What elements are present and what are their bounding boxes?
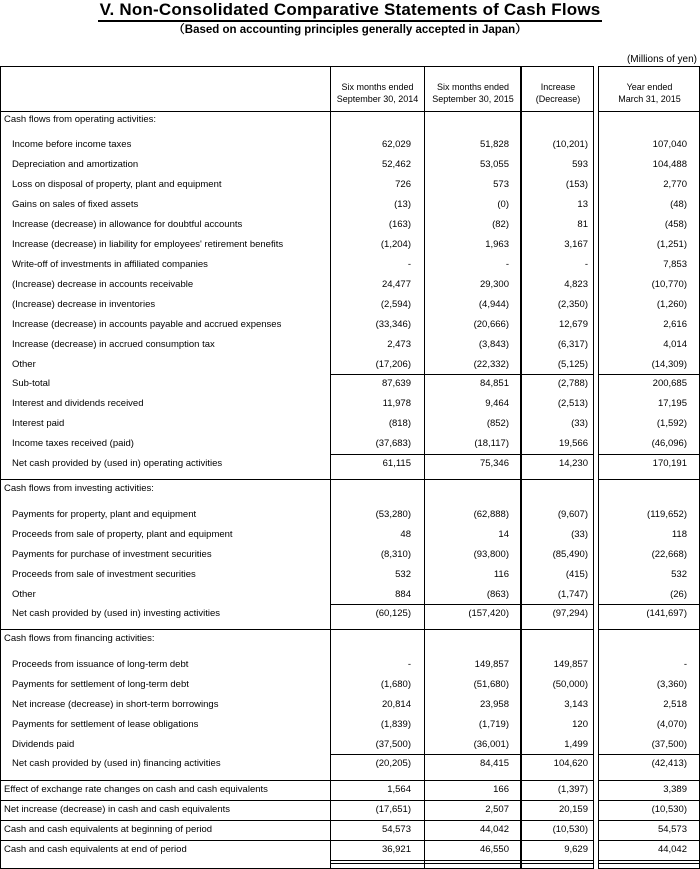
row-rule [0,840,330,841]
section-rule [598,629,700,630]
row-rule [330,840,594,841]
row-value-col2: 51,828 [479,139,509,150]
row-label: Net cash provided by (used in) operating activities [12,458,223,469]
row-label: Proceeds from issuance of long-term debt [12,659,189,670]
row-value-col2: 53,055 [479,159,509,170]
row-label: Cash and cash equivalents at beginning of period [4,824,213,835]
table-row [0,780,700,800]
row-label: (Increase) decrease in inventories [12,299,156,310]
row-value-col1: (1,204) [380,239,411,250]
table-row [0,840,700,860]
row-value-col2: (4,944) [478,299,509,310]
row-value-col4: 532 [671,569,687,580]
table-row [0,675,700,695]
row-value-col1: (1,839) [380,719,411,730]
row-rule [598,820,700,821]
row-value-col2: 84,415 [479,758,509,769]
row-value-col1: 52,462 [381,159,411,170]
row-value-col2: 149,857 [474,659,509,670]
row-label: Dividends paid [12,739,75,750]
row-label: (Increase) decrease in accounts receivable [12,279,194,290]
row-value-col4: (48) [670,199,687,210]
row-value-col1: (163) [388,219,411,230]
row-value-col4: (10,530) [651,804,687,815]
table-row [0,754,700,774]
row-value-col3: 81 [577,219,588,230]
row-value-col2: (82) [492,219,509,230]
column-header-change: Increase (Decrease) [535,82,581,104]
row-rule [598,454,700,455]
section-heading-row [0,629,700,649]
row-label: Cash flows from operating activities: [4,114,157,125]
row-label: Sub-total [12,378,51,389]
row-value-col2: 14 [498,529,509,540]
row-value-col2: 84,851 [479,378,509,389]
row-value-col4: (1,592) [656,418,687,429]
row-rule [0,820,330,821]
section-rule [0,629,594,630]
table-row [0,715,700,735]
row-label: Payments for purchase of investment securities [12,549,212,560]
row-value-col3: 149,857 [553,659,588,670]
row-value-col2: (62,888) [473,509,509,520]
row-label: Payments for settlement of lease obligations [12,719,199,730]
table-row [0,820,700,840]
row-value-col1: (33,346) [375,319,411,330]
row-value-col1: (17,206) [375,359,411,370]
table-row [0,695,700,715]
row-label: Increase (decrease) in accrued consumption tax [12,339,215,350]
row-value-col2: (0) [497,199,509,210]
row-rule [330,604,594,605]
row-label: Payments for settlement of long-term debt [12,679,189,690]
row-value-col1: 62,029 [381,139,411,150]
row-value-col1: (8,310) [380,549,411,560]
table-row [0,655,700,675]
row-value-col3: 9,629 [564,844,588,855]
row-label: Payments for property, plant and equipment [12,509,197,520]
row-value-col2: 2,507 [485,804,509,815]
table-row [0,800,700,820]
row-value-col2: (3,843) [478,339,509,350]
table-row [0,585,700,605]
double-rule [598,860,700,861]
row-value-col4: - [683,659,687,670]
row-value-col4: 104,488 [652,159,687,170]
row-value-col1: (20,205) [375,758,411,769]
row-value-col2: (1,719) [478,719,509,730]
table-row [0,175,700,195]
row-value-col2: (852) [486,418,509,429]
column-header-h1-2015: Six months ended September 30, 2015 [432,82,514,104]
row-value-col4: (458) [664,219,687,230]
row-value-col3: (85,490) [552,549,588,560]
row-value-col1: 1,564 [387,784,411,795]
row-value-col1: (37,500) [375,739,411,750]
double-rule [330,860,594,861]
row-value-col3: 4,823 [564,279,588,290]
row-value-col2: (18,117) [474,438,509,449]
table-row [0,355,700,375]
row-value-col1: 61,115 [382,458,411,469]
section-rule [598,479,700,480]
row-label: Cash flows from investing activities: [4,483,154,494]
table-row [0,454,700,474]
row-value-col1: (2,594) [380,299,411,310]
section-heading-row [0,479,700,499]
row-value-col1: (53,280) [375,509,411,520]
table-row [0,155,700,175]
row-label: Net cash provided by (used in) financing activities [12,758,221,769]
row-rule [598,374,700,375]
row-label: Increase (decrease) in allowance for doubtful accounts [12,219,243,230]
row-value-col3: (6,317) [557,339,588,350]
table-row [0,565,700,585]
row-rule [598,800,700,801]
row-label: Depreciation and amortization [12,159,139,170]
table-row [0,235,700,255]
row-value-col2: 46,550 [479,844,509,855]
row-value-col4: 2,770 [663,179,687,190]
row-rule [0,800,330,801]
row-value-col2: 23,958 [479,699,509,710]
row-value-col3: (2,350) [557,299,588,310]
row-value-col2: 573 [493,179,509,190]
row-label: Write-off of investments in affiliated companies [12,259,208,270]
row-value-col3: (2,513) [557,398,588,409]
row-value-col1: - [407,259,411,270]
row-value-col4: 54,573 [657,824,687,835]
row-label: Net cash provided by (used in) investing activities [12,608,221,619]
row-value-col4: (10,770) [651,279,687,290]
row-value-col2: 44,042 [479,824,509,835]
table-row [0,135,700,155]
row-rule [330,454,594,455]
row-value-col3: 3,167 [564,239,588,250]
row-rule [330,754,594,755]
table-row [0,215,700,235]
row-value-col1: - [407,659,411,670]
row-value-col3: (1,397) [557,784,588,795]
table-row [0,505,700,525]
row-value-col1: (37,683) [375,438,411,449]
row-value-col4: 107,040 [652,139,687,150]
double-rule [598,863,700,864]
statement-title [0,0,700,22]
row-value-col1: 87,639 [381,378,411,389]
row-value-col2: 1,963 [485,239,509,250]
row-value-col3: 1,499 [564,739,588,750]
row-value-col2: - [505,259,509,270]
row-label: Cash flows from financing activities: [4,633,155,644]
table-row [0,394,700,414]
row-value-col2: 116 [493,569,509,580]
table-row [0,545,700,565]
statement-title-text: V. Non-Consolidated Comparative Statements of Cash Flows [98,0,603,22]
row-value-col3: (1,747) [557,589,588,600]
section-heading-row [0,110,700,130]
row-value-col2: (22,332) [473,359,509,370]
row-value-col3: (10,530) [552,824,588,835]
row-value-col4: (46,096) [651,438,687,449]
row-value-col2: (157,420) [468,608,509,619]
row-value-col3: (50,000) [552,679,588,690]
table-row [0,434,700,454]
row-label: Gains on sales of fixed assets [12,199,139,210]
row-value-col3: 12,679 [558,319,588,330]
row-value-col3: (5,125) [557,359,588,370]
table-row [0,295,700,315]
row-value-col1: 532 [395,569,411,580]
row-value-col1: 36,921 [381,844,411,855]
row-value-col4: 2,616 [663,319,687,330]
row-label: Loss on disposal of property, plant and equipment [12,179,222,190]
row-value-col4: (14,309) [651,359,687,370]
row-value-col4: (3,360) [656,679,687,690]
row-rule [330,800,594,801]
row-label: Effect of exchange rate changes on cash and cash equivalents [4,784,268,795]
row-value-col3: (2,788) [557,378,588,389]
row-value-col4: (37,500) [651,739,687,750]
column-header-h1-2014: Six months ended September 30, 2014 [336,82,419,104]
row-value-col4: 118 [671,529,687,540]
section-rule [0,479,594,480]
row-value-col4: (141,697) [646,608,687,619]
row-value-col2: (51,680) [473,679,509,690]
row-value-col3: (97,294) [552,608,588,619]
row-label: Other [12,359,36,370]
table-row [0,735,700,755]
row-value-col3: 20,159 [558,804,588,815]
row-rule [330,374,594,375]
row-value-col1: (17,651) [375,804,411,815]
column-header-fy-2015: Year ended March 31, 2015 [618,82,681,104]
row-rule [330,780,594,781]
row-value-col4: 3,389 [663,784,687,795]
row-value-col2: (36,001) [473,739,509,750]
row-value-col1: 884 [395,589,411,600]
row-label: Proceeds from sale of investment securities [12,569,196,580]
row-rule [330,820,594,821]
row-rule [598,840,700,841]
row-value-col3: 120 [572,719,588,730]
row-value-col2: 166 [493,784,509,795]
row-value-col2: (863) [486,589,509,600]
row-label: Cash and cash equivalents at end of period [4,844,187,855]
row-value-col3: 104,620 [553,758,588,769]
row-value-col1: (818) [388,418,411,429]
row-value-col4: 4,014 [663,339,687,350]
row-label: Other [12,589,36,600]
row-value-col4: (119,652) [647,509,687,520]
row-value-col4: 200,685 [652,378,687,389]
table-row [0,275,700,295]
row-value-col1: (13) [394,199,411,210]
row-value-col1: 54,573 [381,824,411,835]
row-value-col4: (42,413) [651,758,687,769]
table-row [0,195,700,215]
row-value-col4: (26) [670,589,687,600]
row-value-col3: (415) [565,569,588,580]
row-value-col3: 593 [572,159,588,170]
row-value-col2: (20,666) [473,319,509,330]
row-value-col4: 17,195 [657,398,687,409]
row-rule [0,780,330,781]
row-value-col1: 726 [395,179,411,190]
table-row [0,604,700,624]
row-value-col2: (93,800) [473,549,509,560]
row-value-col4: 7,853 [663,259,687,270]
row-value-col3: (153) [565,179,588,190]
row-value-col3: (33) [571,418,588,429]
row-label: Net increase (decrease) in short-term borrowings [12,699,219,710]
row-value-col4: 2,518 [663,699,687,710]
row-value-col4: (1,260) [656,299,687,310]
row-value-col1: 48 [400,529,411,540]
row-label: Interest paid [12,418,65,429]
row-label: Net increase (decrease) in cash and cash equivalents [4,804,231,815]
row-value-col1: (1,680) [380,679,411,690]
table-row [0,414,700,434]
row-value-col2: 75,346 [479,458,509,469]
row-value-col4: 44,042 [657,844,687,855]
row-label: Increase (decrease) in accounts payable and accrued expenses [12,319,282,330]
row-label: Proceeds from sale of property, plant and equipment [12,529,233,540]
row-rule [598,780,700,781]
row-value-col3: 3,143 [564,699,588,710]
row-value-col1: (60,125) [375,608,411,619]
row-value-col1: 11,978 [382,398,411,409]
row-value-col3: (9,607) [557,509,588,520]
table-row [0,374,700,394]
row-value-col1: 24,477 [381,279,411,290]
table-row [0,335,700,355]
row-value-col4: (22,668) [651,549,687,560]
row-value-col4: (1,251) [656,239,687,250]
row-value-col3: (33) [571,529,588,540]
double-rule [330,863,594,864]
row-label: Interest and dividends received [12,398,144,409]
row-rule [598,754,700,755]
row-value-col1: 2,473 [387,339,411,350]
row-label: Income before income taxes [12,139,132,150]
row-value-col3: 13 [577,199,588,210]
row-value-col3: - [584,259,588,270]
row-value-col2: 29,300 [479,279,509,290]
row-value-col3: 14,230 [558,458,588,469]
row-value-col4: 170,191 [652,458,687,469]
row-value-col2: 9,464 [485,398,509,409]
row-value-col1: 20,814 [381,699,411,710]
statement-subtitle: （Based on accounting principles generally accepted in Japan） [173,24,527,36]
table-row [0,255,700,275]
row-rule [598,604,700,605]
table-row [0,525,700,545]
row-label: Increase (decrease) in liability for employees' retirement benefits [12,239,284,250]
table-row [0,315,700,335]
row-label: Income taxes received (paid) [12,438,134,449]
row-value-col3: (10,201) [552,139,588,150]
row-value-col4: (4,070) [656,719,687,730]
row-value-col3: 19,566 [558,438,588,449]
units-note: (Millions of yen) [626,54,697,65]
